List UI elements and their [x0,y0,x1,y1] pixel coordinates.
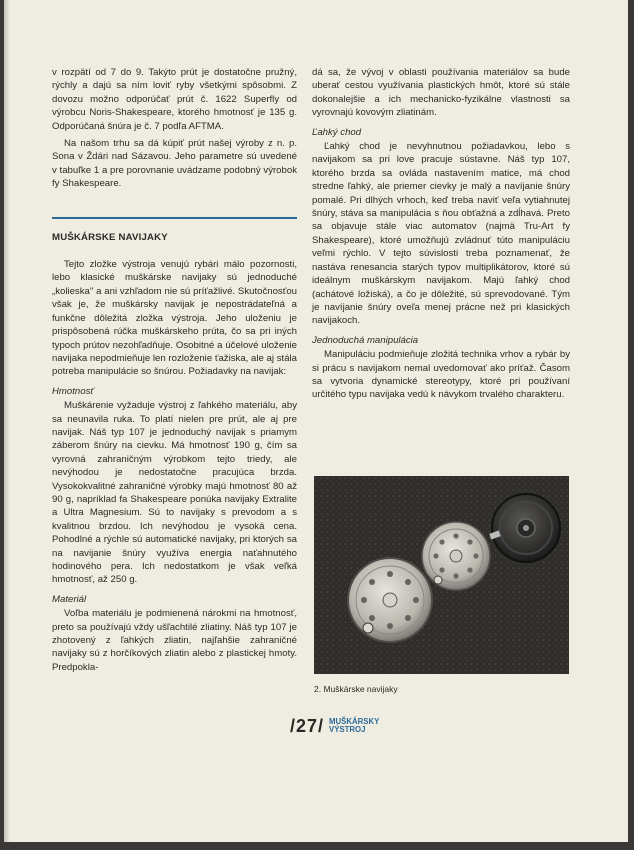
subheading: Ľahký chod [312,126,362,138]
section-heading: MUŠKÁRSKE NAVIJAKY [52,231,168,243]
paragraph: Na našom trhu sa dá kúpiť prút našej výroby z n. p. Sona v Ždári nad Sázavou. Jeho parametre sú uvedené v tabuľke 1 a pre porovnanie uvádzame podobný výrobok fy Shakespeare. [52,138,297,190]
paragraph: Ľahký chod je nevyhnutnou požiadavkou, lebo s navijakom sa pri love pracuje sústavne. Náš typ 107, ktorého brzda sa ovláda nastavením matice, má chod stredne ľahký, ale priemer cievky je malý a navíjanie šnúry pomalé. Pri dlhých vrhoch, keď treba naviť veľa vytiahnutej šnúry, stáva sa manipulácia s ňou obťažná a zdĺhavá. Preto sa objavuje stále viac automatov (najmä Tru-Art fy Shakespeare), ktoré umožňujú zvládnuť túto manipuláciu veľmi rýchlo. V tejto súvislosti treba poznamenať, že nastáva renesancia starých typov multiplikátorov, ktoré sú ideálnym muškárskym navijakom. Majú ľahký chod (achátové ložiská), a čo je dôležité, sú sprevodované. Tým je navíjanie šnúry oveľa menej prácne než pri klasických navijakoch. [312,141,570,327]
page-number: /27/ [290,715,325,736]
subheading: Hmotnosť [52,385,94,397]
subheading: Materiál [52,593,87,605]
paragraph: Voľba materiálu je podmienená nárokmi na hmotnosť, preto sa používajú vždy ušľachtilé zliatiny. Náš typ 107 je zhotovený z ľahkých zliatin, najľahšie zahraničné navijaky sú z horčíkových zliatin alebo z plastickej hmoty. Predpokla- [52,608,297,673]
page-footer [290,715,380,736]
left-column [52,66,297,678]
section-divider [52,217,297,219]
fly-reels-photo [314,476,569,674]
section-label [329,718,379,735]
paragraph: Tejto zložke výstroja venujú rybári málo pozornosti, lebo klasické muškárske navijaky sú jednoduché „kolieska" a ani vzhľadom nie sú príťažlivé. Skutočnosťou však je, že muškársky navijak je nepostrádateľná a funkčne dôležitá zložka výstroja. Jeho uloženiu je prispôsobená rúčka muškárskeho prúta, čo sa pri iných typoch prútov nezohľadňuje. Osobitné a účelové uloženie navijaka nepodmieňuje len rozloženie ťažiska, ale aj stála potreba manipulácie so šnúrou. Požiadavky na navijak: [52,259,297,378]
book-page [4,0,628,842]
binding-shadow [4,0,10,842]
figure-caption: 2. Muškárske navijaky [314,684,398,694]
middle-reel [422,522,490,590]
section-label-line: VÝSTROJ [329,725,366,735]
paragraph: dá sa, že vývoj v oblasti používania materiálov sa bude uberať cestou využívania plastických hmôt, ktoré sú stále dokonalejšie a ich mechanicko-fyzikálne vlastnosti sa vyrovnajú kovovým zliatinám. [312,67,570,119]
section-label-line: MUŠKÁRSKY [329,717,380,726]
paragraph: Manipuláciu podmieňuje zložitá technika vrhov a rybár by si prácu s navijakom nemal uvedomovať ako príťaž. Časom sa vytvoria dynamické stereotypy, ktoré pri používaní určitého typu navijaka vedú k návykom trvalého charakteru. [312,349,570,401]
paragraph: Muškárenie vyžaduje výstroj z ľahkého materiálu, aby sa neunavila ruka. To platí nielen pre prút, ale aj pre navijak. Náš typ 107 je jednoduchý navijak s priamym záberom šnúry na cievku. Má hmotnosť 190 g, čím sa vyrovná zahraničným výrobkom tejto triedy, ale nevýhodou je nedostatočne pracujúca brzda. Vysokokvalitné zahraničné výrobky majú hmotnosť 80 až 90 g, napríklad fa Shakespeare ponúka navijaky Extralite a Ultra Magnesium. Sú to navijaky s prevodom a s kvalitnou brzdou. Ich nevýhodou je vysoká cena. Pohodlné a rýchle sú automatické navijaky, pri ktorých sa na navijanie šnúry využíva energia naťahnutého hodinového pera. Ich nedostatkom je však veľká hmotnosť, až 250 g. [52,400,297,586]
paragraph: v rozpätí od 7 do 9. Takýto prút je dostatočne pružný, rýchly a dajú sa ním loviť ryby všetkými spôsobmi. Z dovozu možno odporúčať prút č. 1622 Superfly od výrobcu Noris-Shakespeare, ktorého hmotnosť je 135 g. Odporúčaná šnúra je č. 7 podľa AFTMA. [52,67,297,132]
front-reel [348,558,432,642]
subheading: Jednoduchá manipulácia [312,334,419,346]
right-column [312,66,570,406]
